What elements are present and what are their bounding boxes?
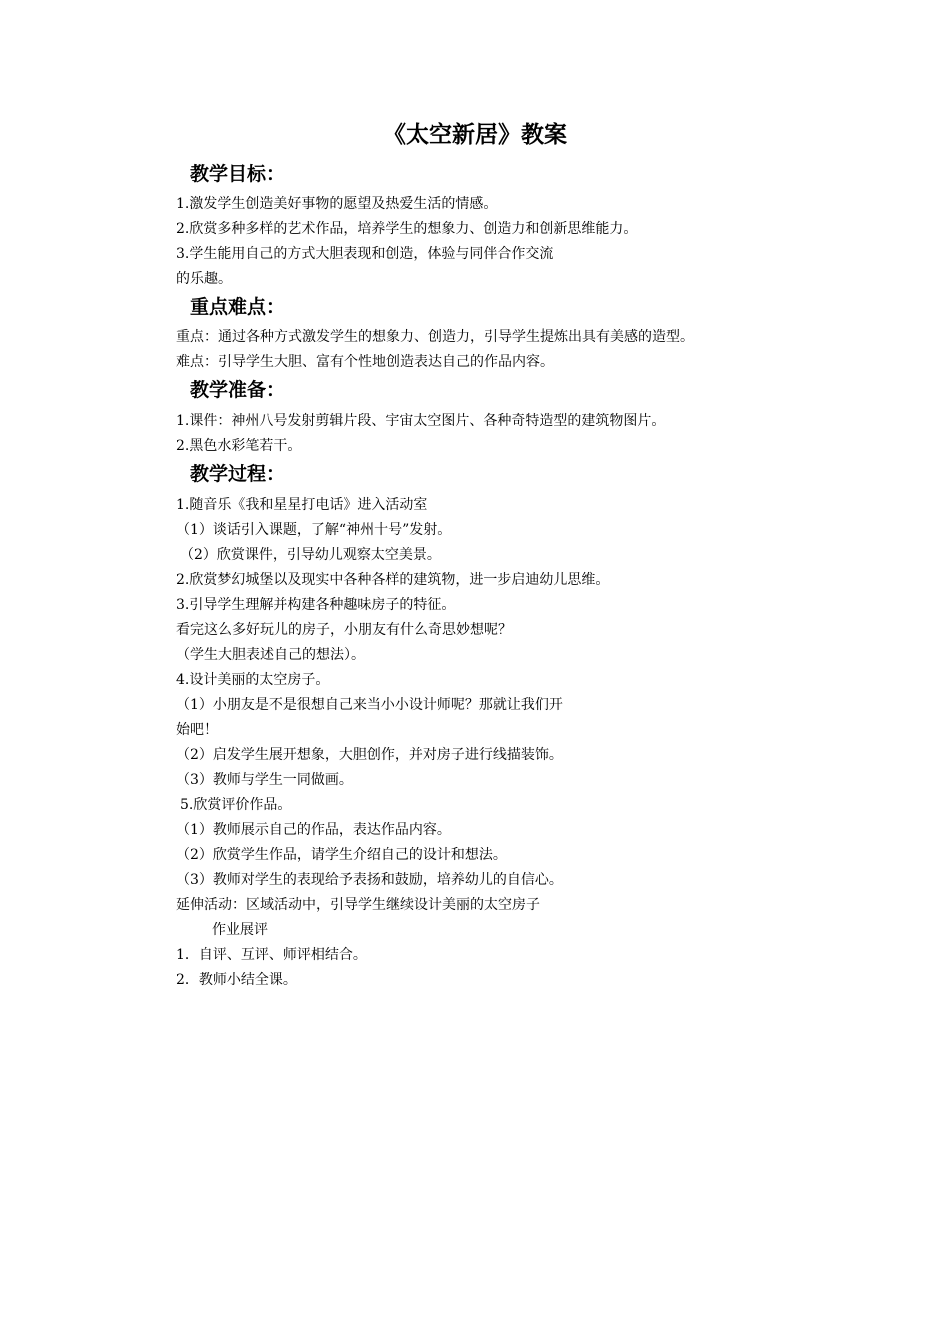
process-line: （1）小朋友是不是很想自己来当小小设计师呢？那就让我们开 xyxy=(176,697,563,713)
key-points-heading: 重点难点： xyxy=(190,296,286,318)
objectives-line: 1.激发学生创造美好事物的愿望及热爱生活的情感。 xyxy=(176,196,498,212)
process-line: 2.欣赏梦幻城堡以及现实中各种各样的建筑物，进一步启迪幼儿思维。 xyxy=(176,572,610,588)
key-point-line: 重点：通过各种方式激发学生的想象力、创造力，引导学生提炼出具有美感的造型。 xyxy=(176,329,694,345)
process-line: （3）教师对学生的表现给予表扬和鼓励，培养幼儿的自信心。 xyxy=(176,872,563,888)
process-line: （学生大胆表述自己的想法）。 xyxy=(176,647,365,663)
objectives-line: 3.学生能用自己的方式大胆表现和创造，体验与同伴合作交流 xyxy=(176,246,554,262)
extension-activity-line: 延伸活动：区域活动中，引导学生继续设计美丽的太空房子 xyxy=(176,897,540,913)
process-line: （3）教师与学生一同做画。 xyxy=(176,772,353,788)
process-line: 2．教师小结全课。 xyxy=(176,972,297,988)
process-line: （2）欣赏课件，引导幼儿观察太空美景。 xyxy=(180,547,441,563)
preparation-line: 2.黑色水彩笔若干。 xyxy=(176,438,302,454)
process-line: 5.欣赏评价作品。 xyxy=(180,797,292,813)
process-heading: 教学过程： xyxy=(190,463,286,485)
process-line: 始吧！ xyxy=(176,722,218,738)
objectives-line: 2.欣赏多种多样的艺术作品，培养学生的想象力、创造力和创新思维能力。 xyxy=(176,221,638,237)
preparation-line: 1.课件：神州八号发射剪辑片段、宇宙太空图片、各种奇特造型的建筑物图片。 xyxy=(176,413,666,429)
homework-review-line: 作业展评 xyxy=(212,922,268,938)
process-line: 1.随音乐《我和星星打电话》进入活动室 xyxy=(176,497,428,513)
document-title: 《太空新居》教案 xyxy=(383,122,567,148)
process-line: 4.设计美丽的太空房子。 xyxy=(176,672,330,688)
difficulty-line: 难点：引导学生大胆、富有个性地创造表达自己的作品内容。 xyxy=(176,354,554,370)
process-line: 看完这么多好玩儿的房子，小朋友有什么奇思妙想呢？ xyxy=(176,622,512,638)
objectives-heading: 教学目标： xyxy=(190,163,286,185)
process-line: 1．自评、互评、师评相结合。 xyxy=(176,947,367,963)
process-line: （1）教师展示自己的作品，表达作品内容。 xyxy=(176,822,451,838)
process-line: 3.引导学生理解并构建各种趣味房子的特征。 xyxy=(176,597,456,613)
process-line: （2）启发学生展开想象，大胆创作，并对房子进行线描装饰。 xyxy=(176,747,563,763)
process-line: （1）谈话引入课题，了解“神州十号”发射。 xyxy=(176,522,452,538)
process-line: （2）欣赏学生作品，请学生介绍自己的设计和想法。 xyxy=(176,847,507,863)
preparation-heading: 教学准备： xyxy=(190,379,286,401)
objectives-line: 的乐趣。 xyxy=(176,271,232,287)
